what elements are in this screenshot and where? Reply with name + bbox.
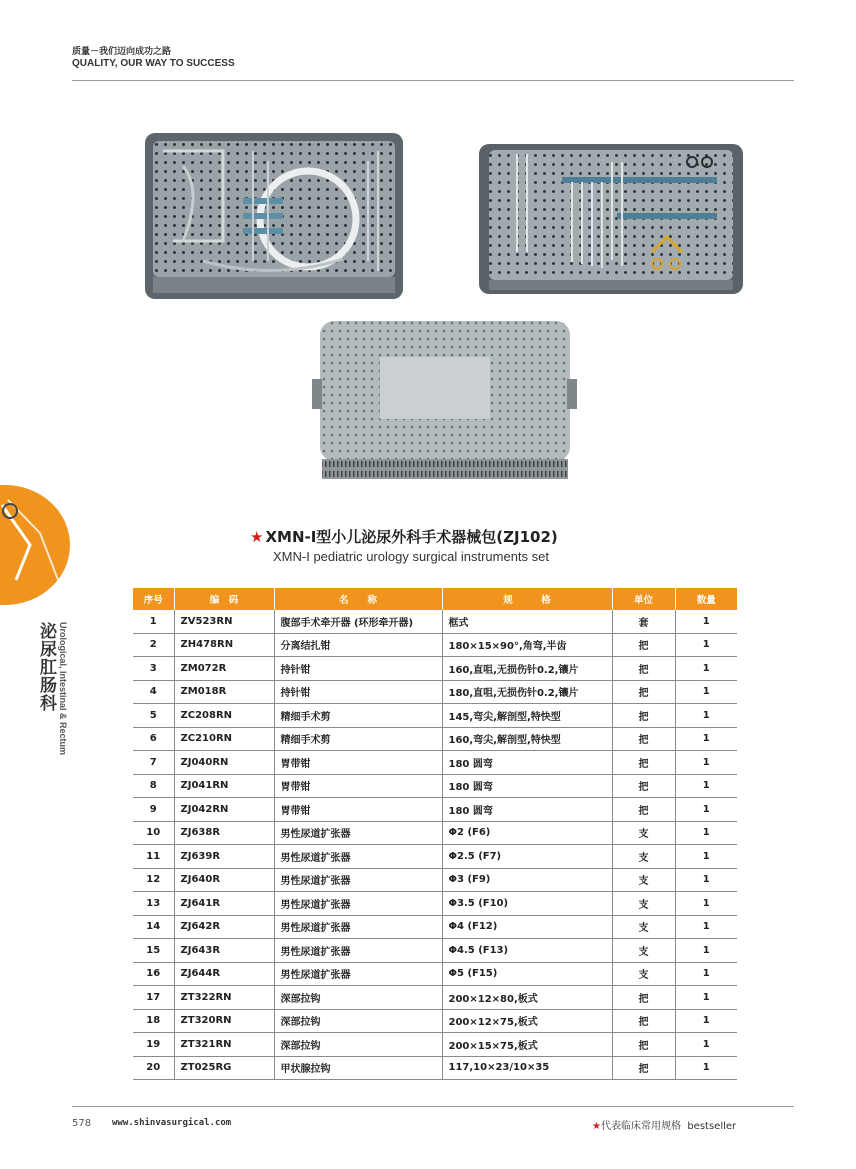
page-number: 578 [72,1118,92,1129]
cell-index: 2 [133,633,174,657]
cell-code: ZM018R [174,680,274,704]
cell-index: 11 [133,845,174,869]
cell-index: 16 [133,962,174,986]
cell-code: ZM072R [174,657,274,681]
table-row [133,657,737,681]
cell-name: 持针钳 [274,657,442,681]
table-row [133,1056,737,1080]
cell-spec: Φ4 (F12) [442,915,612,939]
cell-spec: 180 圆弯 [442,774,612,798]
col-header-index: 序号 [133,588,174,610]
table-row [133,751,737,775]
cell-index: 18 [133,1009,174,1033]
table-row [133,892,737,916]
product-title [250,526,558,547]
cell-code: ZJ643R [174,939,274,963]
cell-name: 胃带钳 [274,798,442,822]
legend-text-cn: 代表临床常用规格 [600,1121,681,1132]
cell-code: ZJ638R [174,821,274,845]
table-row [133,727,737,751]
cell-spec: 160,弯尖,解剖型,特快型 [442,727,612,751]
cell-code: ZH478RN [174,633,274,657]
legend-text-en: bestseller [687,1121,737,1132]
cell-code: ZJ042RN [174,798,274,822]
cell-name: 男性尿道扩张器 [274,939,442,963]
cell-name: 胃带钳 [274,751,442,775]
cell-qty: 1 [675,751,737,775]
cell-name: 男性尿道扩张器 [274,915,442,939]
cell-unit: 把 [612,1033,675,1057]
slogan-en: QUALITY, OUR WAY TO SUCCESS [72,58,235,69]
table-row [133,1033,737,1057]
cell-qty: 1 [675,939,737,963]
cell-spec: 180,直咀,无损伤针0.2,镶片 [442,680,612,704]
website-link[interactable]: www.shinvasurgical.com [112,1118,232,1128]
cell-code: ZJ641R [174,892,274,916]
cell-qty: 1 [675,774,737,798]
table-row [133,610,737,633]
closed-case-photo [312,319,577,485]
table-row [133,798,737,822]
col-header-name: 名 称 [274,588,442,610]
cell-index: 10 [133,821,174,845]
cell-index: 7 [133,751,174,775]
cell-index: 3 [133,657,174,681]
cell-spec: Φ2.5 (F7) [442,845,612,869]
cell-index: 5 [133,704,174,728]
cell-name: 分离结扎钳 [274,633,442,657]
footer-divider [72,1106,794,1107]
cell-qty: 1 [675,657,737,681]
cell-unit: 支 [612,939,675,963]
table-row [133,633,737,657]
cell-code: ZC210RN [174,727,274,751]
cell-spec: 180 圆弯 [442,798,612,822]
cell-qty: 1 [675,845,737,869]
cell-unit: 把 [612,774,675,798]
table-row [133,1009,737,1033]
cell-unit: 支 [612,962,675,986]
category-label-cn: 泌尿肛肠科 [36,622,56,712]
cell-qty: 1 [675,633,737,657]
product-title-text: XMN-Ⅰ型小儿泌尿外科手术器械包(ZJ102) [265,528,558,546]
cell-spec: 200×12×80,板式 [442,986,612,1010]
cell-name: 胃带钳 [274,774,442,798]
cell-name: 男性尿道扩张器 [274,821,442,845]
cell-code: ZT321RN [174,1033,274,1057]
table-row [133,845,737,869]
cell-name: 男性尿道扩张器 [274,868,442,892]
cell-spec: Φ5 (F15) [442,962,612,986]
cell-unit: 把 [612,1056,675,1080]
cell-unit: 把 [612,727,675,751]
cell-qty: 1 [675,915,737,939]
cell-unit: 把 [612,798,675,822]
cell-qty: 1 [675,1009,737,1033]
cell-qty: 1 [675,610,737,633]
cell-qty: 1 [675,704,737,728]
cell-spec: 200×12×75,板式 [442,1009,612,1033]
table-row [133,774,737,798]
cell-index: 6 [133,727,174,751]
category-tab-disc [0,485,70,605]
cell-spec: 117,10×23/10×35 [442,1056,612,1080]
cell-index: 12 [133,868,174,892]
col-header-unit: 单位 [612,588,675,610]
col-header-qty: 数量 [675,588,737,610]
table-row [133,680,737,704]
cell-index: 9 [133,798,174,822]
cell-index: 20 [133,1056,174,1080]
cell-code: ZT322RN [174,986,274,1010]
cell-code: ZJ642R [174,915,274,939]
cell-index: 17 [133,986,174,1010]
cell-spec: 145,弯尖,解剖型,特快型 [442,704,612,728]
cell-index: 8 [133,774,174,798]
bestseller-legend [592,1117,736,1132]
cell-index: 15 [133,939,174,963]
cell-name: 腹部手术牵开器 (环形牵开器) [274,610,442,633]
cell-code: ZC208RN [174,704,274,728]
cell-unit: 把 [612,657,675,681]
cell-qty: 1 [675,727,737,751]
cell-code: ZJ644R [174,962,274,986]
instrument-illustration-icon [0,485,70,605]
star-icon: ★ [592,1121,601,1132]
cell-unit: 把 [612,751,675,775]
table-row [133,704,737,728]
cell-code: ZJ639R [174,845,274,869]
table-row [133,868,737,892]
cell-unit: 支 [612,915,675,939]
cell-name: 深部拉钩 [274,1009,442,1033]
category-label-en: Urological, Intestinal & Rectum [58,622,68,756]
product-subtitle: XMN-I pediatric urology surgical instruments set [273,549,549,564]
cell-unit: 支 [612,892,675,916]
cell-unit: 把 [612,633,675,657]
cell-unit: 把 [612,1009,675,1033]
cell-unit: 把 [612,704,675,728]
cell-name: 精细手术剪 [274,727,442,751]
cell-code: ZJ041RN [174,774,274,798]
cell-spec: 框式 [442,610,612,633]
cell-spec: Φ2 (F6) [442,821,612,845]
cell-unit: 支 [612,868,675,892]
cell-spec: Φ3.5 (F10) [442,892,612,916]
col-header-code: 编 码 [174,588,274,610]
col-header-spec: 规 格 [442,588,612,610]
cell-qty: 1 [675,868,737,892]
cell-qty: 1 [675,680,737,704]
cell-unit: 把 [612,680,675,704]
table-header-row [133,588,737,610]
cell-code: ZV523RN [174,610,274,633]
cell-spec: 180×15×90°,角弯,半齿 [442,633,612,657]
table-row [133,821,737,845]
cell-spec: 160,直咀,无损伤针0.2,镶片 [442,657,612,681]
table-row [133,939,737,963]
bestseller-star-icon: ★ [250,528,264,546]
cell-name: 甲状腺拉钩 [274,1056,442,1080]
cell-name: 男性尿道扩张器 [274,845,442,869]
header-divider [72,80,794,81]
cell-qty: 1 [675,1033,737,1057]
cell-name: 男性尿道扩张器 [274,962,442,986]
cell-code: ZT320RN [174,1009,274,1033]
cell-qty: 1 [675,1056,737,1080]
cell-unit: 把 [612,986,675,1010]
cell-spec: Φ3 (F9) [442,868,612,892]
cell-name: 精细手术剪 [274,704,442,728]
table-row [133,915,737,939]
cell-index: 14 [133,915,174,939]
cell-spec: Φ4.5 (F13) [442,939,612,963]
open-tray-photo-left [143,131,405,301]
open-tray-photo-right [477,142,745,296]
cell-name: 深部拉钩 [274,1033,442,1057]
table-row [133,986,737,1010]
cell-code: ZJ640R [174,868,274,892]
cell-name: 深部拉钩 [274,986,442,1010]
cell-code: ZT025RG [174,1056,274,1080]
slogan-cn: 质量－我们迈向成功之路 [72,47,172,57]
cell-name: 持针钳 [274,680,442,704]
instrument-table [133,588,737,1080]
cell-spec: 180 圆弯 [442,751,612,775]
table-row [133,962,737,986]
cell-index: 1 [133,610,174,633]
cell-index: 19 [133,1033,174,1057]
cell-index: 4 [133,680,174,704]
cell-unit: 支 [612,821,675,845]
cell-unit: 套 [612,610,675,633]
cell-qty: 1 [675,892,737,916]
cell-qty: 1 [675,798,737,822]
cell-name: 男性尿道扩张器 [274,892,442,916]
cell-index: 13 [133,892,174,916]
cell-unit: 支 [612,845,675,869]
cell-qty: 1 [675,821,737,845]
cell-qty: 1 [675,962,737,986]
cell-qty: 1 [675,986,737,1010]
cell-spec: 200×15×75,板式 [442,1033,612,1057]
cell-code: ZJ040RN [174,751,274,775]
